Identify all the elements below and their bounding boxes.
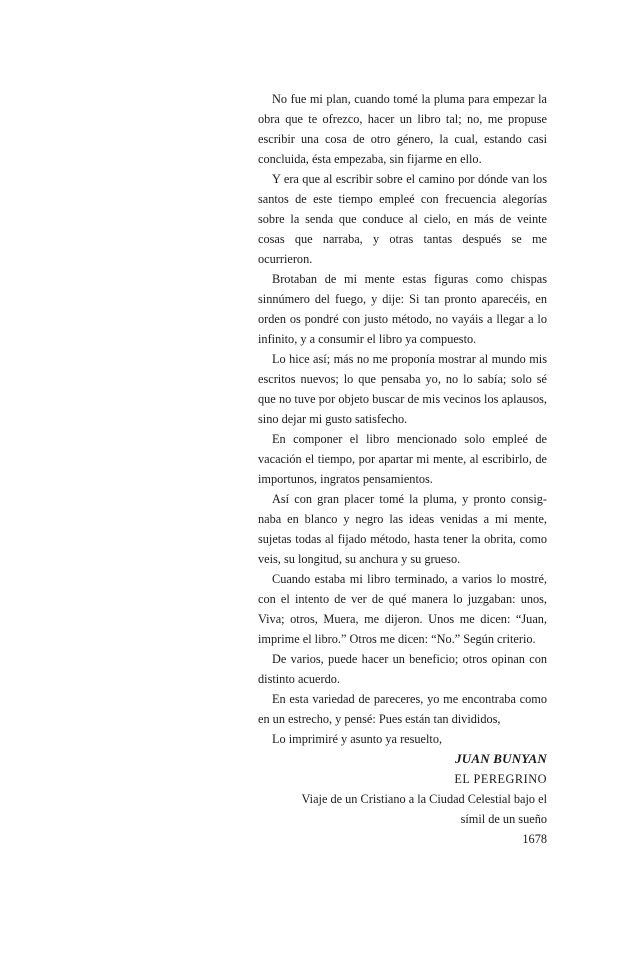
signature-subtitle: Viaje de un Cristiano a la Ciudad Celestial bajo el símil de un sueño: [301, 792, 547, 826]
paragraph: No fue mi plan, cuando tomé la pluma para empezar la obra que te ofrezco, hacer un libro tal; no, me propuse escribir una cosa de otro género, la cual, estando casi concluida, ésta empezaba, sin fijarme en ello.: [258, 92, 547, 166]
signature-author: JUAN BUNYAN: [455, 751, 547, 766]
paragraph: Y era que al escribir sobre el camino por dónde van los santos de este tiempo empleé con frecuencia alegorías sobre la senda que conduce al cielo, en más de veinte cosas que narraba, y otras tantas después se me ocurrieron.: [258, 172, 547, 266]
paragraph: En componer el libro mencionado solo empleé de vacación el tiempo, por apartar mi mente, al escribirlo, de importunos, ingratos pensamientos.: [258, 432, 547, 486]
signature-book-title: EL PEREGRINO: [454, 772, 547, 786]
page-text-block: [258, 89, 547, 849]
paragraph: Brotaban de mi mente estas figuras como chispas sinnúmero del fuego, y dije: Si tan pronto aparecéis, en orden os pondré con justo método, no vayáis a llegar a lo infinito, y a consumir el libro ya compuesto.: [258, 272, 547, 346]
paragraph: Cuando estaba mi libro terminado, a varios lo mostré, con el intento de ver de qué manera lo juzgaban: unos, Viva; otros, Muera, me dijeron. Unos me dicen: “Juan, imprime el libro.” Otros me dicen: “No.” Según criterio.: [258, 572, 547, 646]
paragraph: De varios, puede hacer un beneficio; otros opinan con distinto acuerdo.: [258, 652, 547, 686]
paragraph: Lo imprimiré y asunto ya resuelto,: [272, 732, 443, 746]
paragraph: Así con gran placer tomé la pluma, y pronto consignaba en blanco y negro las ideas venidas a mi mente, sujetas todas al fijado método, hasta tener la obrita, como veis, su longitud, su anchura y su grueso.: [258, 492, 547, 566]
paragraph: En esta variedad de pareceres, yo me encontraba como en un estrecho, y pensé: Pues están tan divididos,: [258, 692, 547, 726]
signature-year: 1678: [522, 832, 547, 846]
paragraph: Lo hice así; más no me proponía mostrar al mundo mis escritos nuevos; lo que pensaba yo, no lo sabía; solo sé que no tuve por objeto buscar de mis vecinos los aplausos, sino dejar mi gusto satisfecho.: [258, 352, 547, 426]
